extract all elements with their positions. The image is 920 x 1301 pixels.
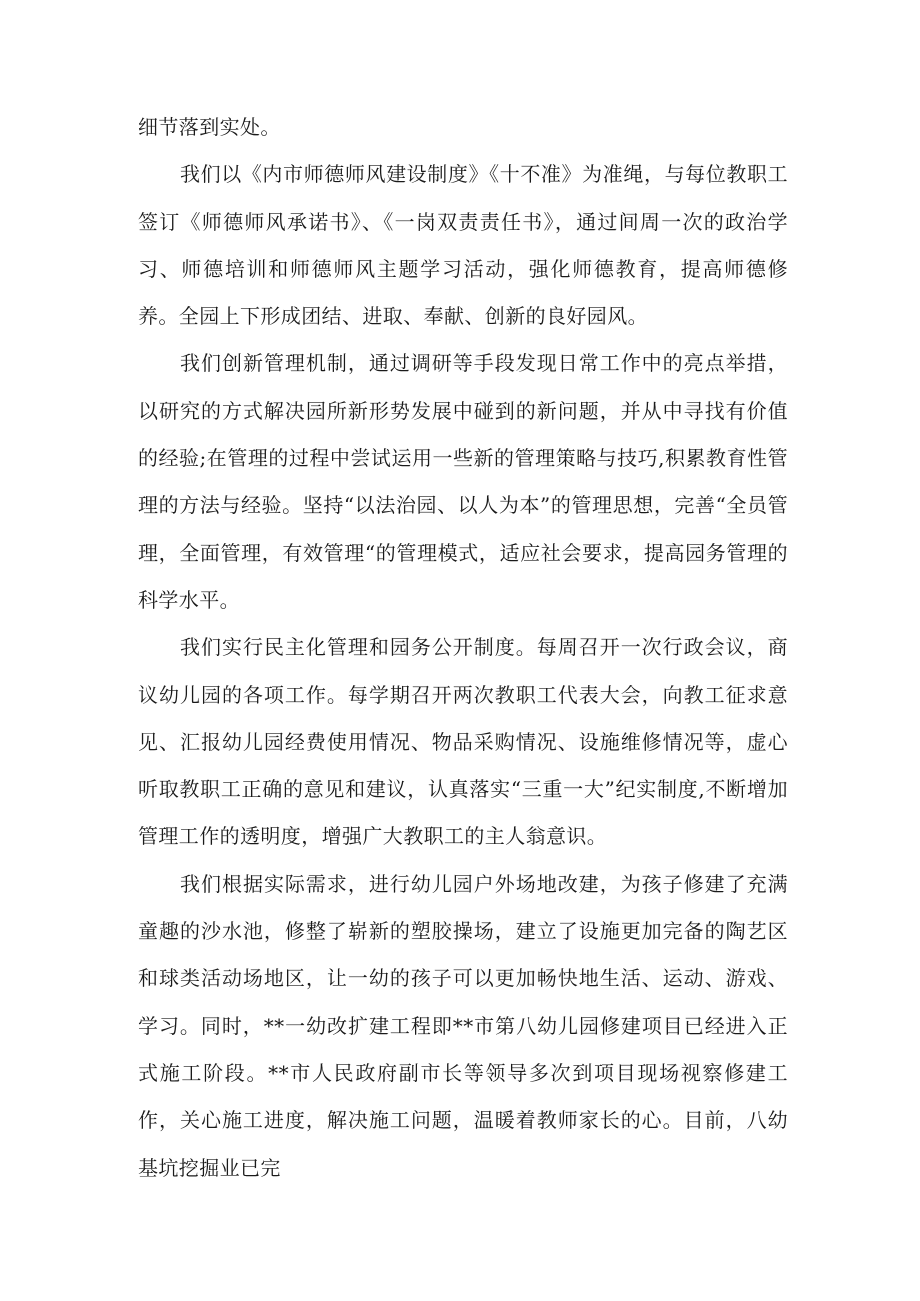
paragraph-continuation: 细节落到实处。 xyxy=(138,115,281,139)
paragraph-democratic-management: 我们实行民主化管理和园务公开制度。每周召开一次行政会议，商议幼儿园的各项工作。每学期召开两次教职工代表大会，向教工征求意见、汇报幼儿园经费使用情况、物品采购情况、设施维修情况等，虚心听取教职工正确的意见和建议，认真落实“三重一大”纪实制度,不断增加管理工作的透明度，增强广大教职工的主人翁意识。 xyxy=(138,635,788,849)
paragraph-teacher-ethics: 我们以《内市师德师风建设制度》《十不准》为准绳，与每位教职工签订《师德师风承诺书》、《一岗双责责任书》，通过间周一次的政治学习、师德培训和师德师风主题学习活动，强化师德教育，提高师德修养。全园上下形成团结、进取、奉献、创新的良好园风。 xyxy=(138,162,788,329)
document-body xyxy=(138,104,788,1192)
paragraph-facility-construction: 我们根据实际需求，进行幼儿园户外场地改建，为孩子修建了充满童趣的沙水池，修整了崭新的塑胶操场，建立了设施更加完备的陶艺区和球类活动场地区，让一幼的孩子可以更加畅快地生活、运动、游戏、学习。同时，**一幼改扩建工程即**市第八幼儿园修建项目已经进入正式施工阶段。**市人民政府副市长等领导多次到项目现场视察修建工作，关心施工进度，解决施工问题，温暖着教师家长的心。目前，八幼基坑挖掘业已完 xyxy=(138,871,788,1180)
paragraph-management-innovation: 我们创新管理机制，通过调研等手段发现日常工作中的亮点举措，以研究的方式解决园所新形势发展中碰到的新问题，并从中寻找有价值的经验;在管理的过程中尝试运用一些新的管理策略与技巧,积累教育性管理的方法与经验。坚持“以法治园、以人为本”的管理思想，完善“全员管理，全面管理，有效管理“的管理模式，适应社会要求，提高园务管理的科学水平。 xyxy=(138,351,788,612)
